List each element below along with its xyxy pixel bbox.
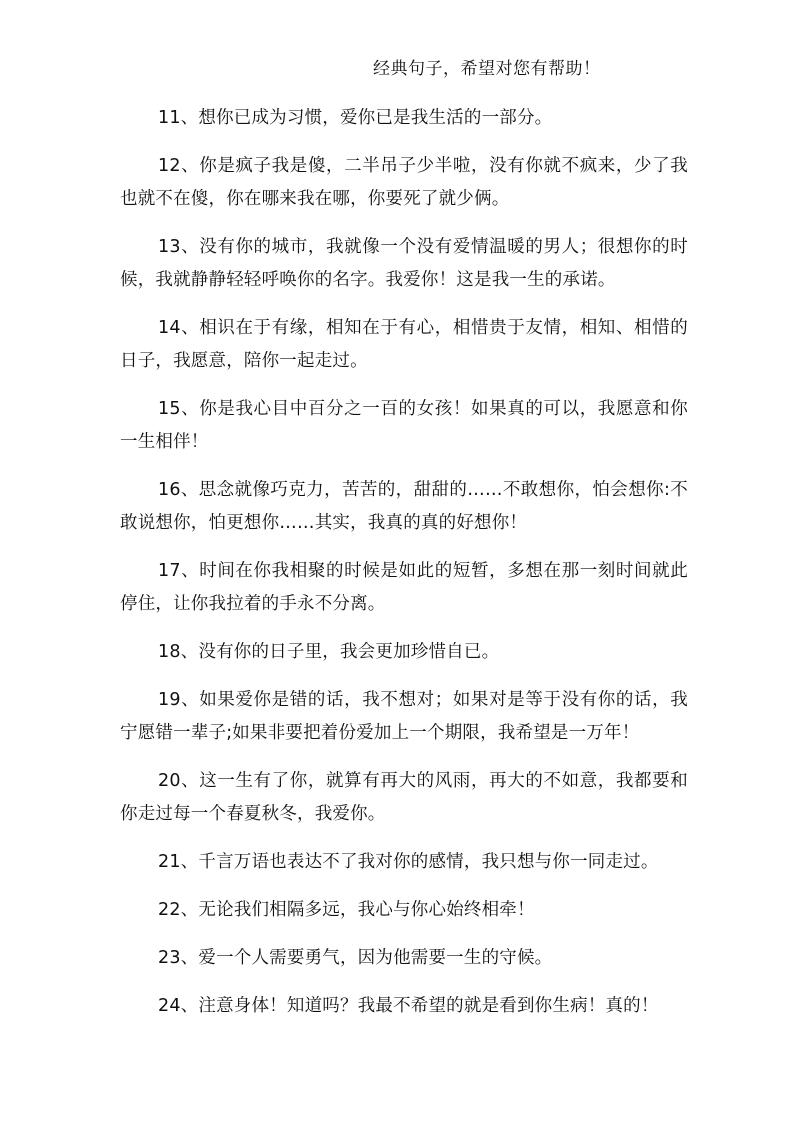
page-header: 经典句子，希望对您有帮助！ bbox=[373, 59, 601, 79]
quote-paragraph-22: 22、无论我们相隔多远，我心与你心始终相牵！ bbox=[158, 900, 535, 920]
quote-paragraph-11: 11、想你已成为习惯，爱你已是我生活的一部分。 bbox=[158, 108, 553, 128]
quote-paragraph-16: 16、思念就像巧克力，苦苦的，甜甜的……不敢想你，怕会想你:不敢说想你，怕更想你……其实，我真的真的好想你！ bbox=[120, 480, 688, 533]
quote-paragraph-18: 18、没有你的日子里，我会更加珍惜自已。 bbox=[158, 642, 500, 662]
quote-paragraph-13: 13、没有你的城市，我就像一个没有爱情温暖的男人；很想你的时候，我就静静轻轻呼唤你的名字。我爱你！这是我一生的承诺。 bbox=[120, 237, 688, 290]
quote-list bbox=[120, 102, 688, 1038]
quote-paragraph-15: 15、你是我心目中百分之一百的女孩！如果真的可以，我愿意和你一生相伴！ bbox=[120, 399, 688, 452]
quote-paragraph-23: 23、爱一个人需要勇气，因为他需要一生的守候。 bbox=[158, 948, 553, 968]
quote-paragraph-21: 21、千言万语也表达不了我对你的感情，我只想与你一同走过。 bbox=[158, 852, 659, 872]
quote-paragraph-12: 12、你是疯子我是傻，二半吊子少半啦，没有你就不疯来，少了我也就不在傻，你在哪来我在哪，你要死了就少俩。 bbox=[120, 156, 688, 209]
quote-paragraph-17: 17、时间在你我相聚的时候是如此的短暂，多想在那一刻时间就此停住，让你我拉着的手永不分离。 bbox=[120, 561, 688, 614]
quote-paragraph-14: 14、相识在于有缘，相知在于有心，相惜贵于友情，相知、相惜的日子，我愿意，陪你一起走过。 bbox=[120, 318, 688, 371]
quote-paragraph-20: 20、这一生有了你，就算有再大的风雨，再大的不如意，我都要和你走过每一个春夏秋冬，我爱你。 bbox=[120, 771, 688, 824]
quote-paragraph-19: 19、如果爱你是错的话，我不想对；如果对是等于没有你的话，我宁愿错一辈子;如果非要把着份爱加上一个期限，我希望是一万年！ bbox=[120, 690, 688, 743]
quote-paragraph-24: 24、注意身体！知道吗？我最不希望的就是看到你生病！真的！ bbox=[158, 996, 659, 1016]
